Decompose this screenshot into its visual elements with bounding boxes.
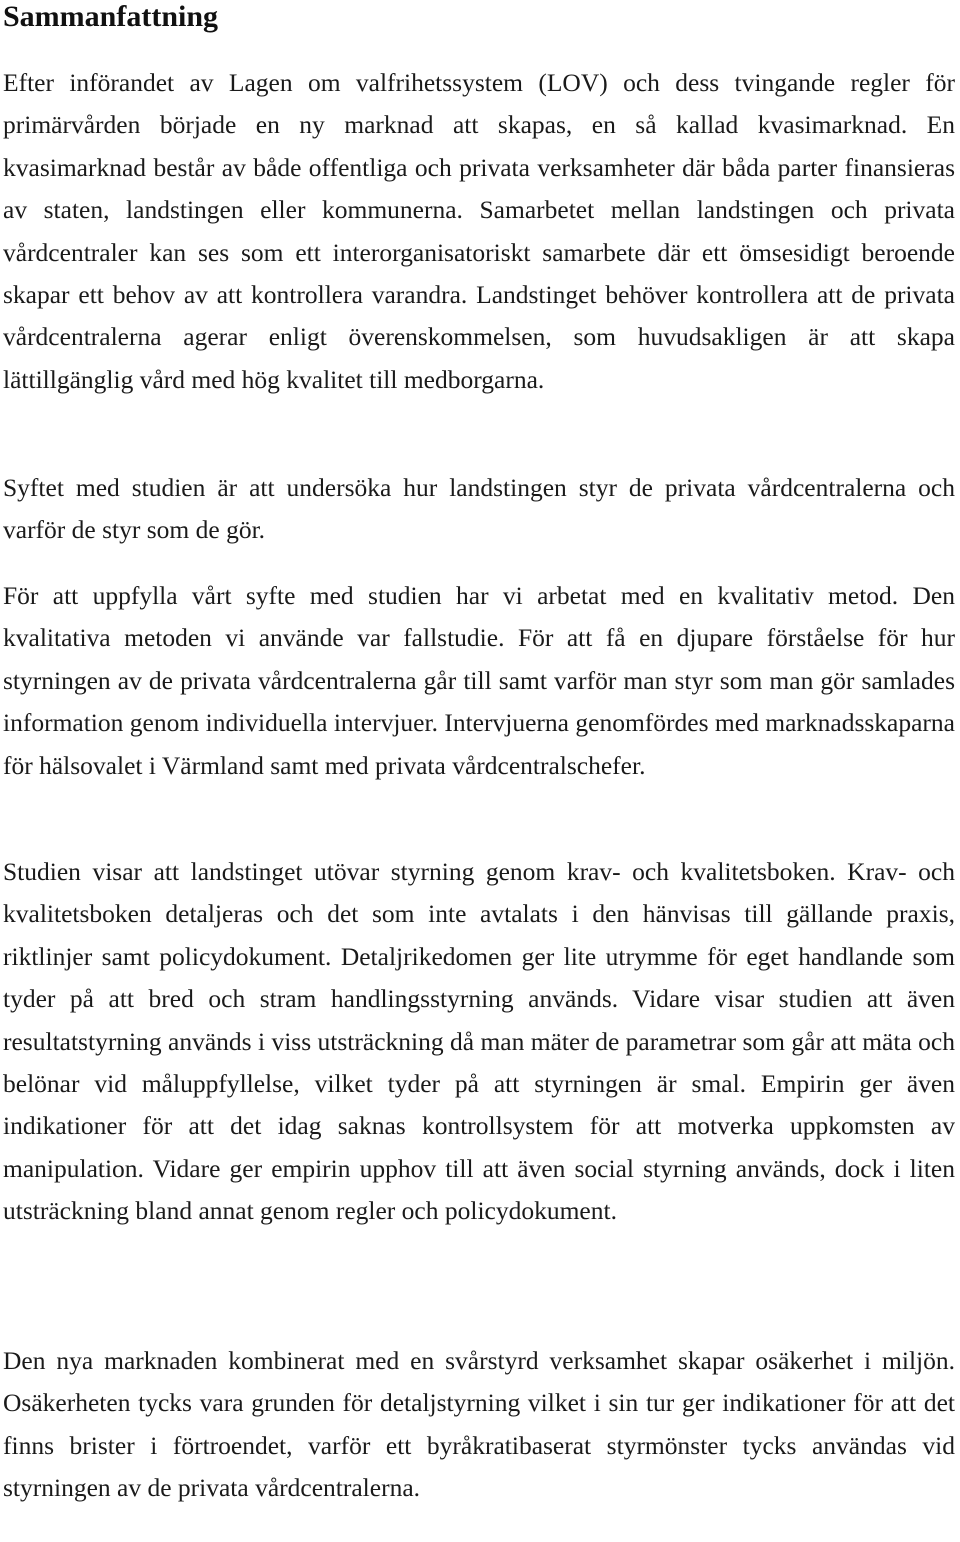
paragraph-results: Studien visar att landstinget utövar styrning genom krav- och kvalitetsboken. Krav- och kvalitetsboken detaljeras och det som inte avtalats i den hänvisas till gällande praxis, riktlinjer samt policydokument. Detaljrikedomen ger lite utrymme för eget handlande som tyder på att bred och stram handlingsstyrning används. Vidare visar studien att även resultatstyrning används i viss utsträckning då man mäter de parametrar som går att mäta och belönar vid måluppfyllelse, vilket tyder på att styrningen är smal. Empirin ger även indikationer för att det idag saknas kontrollsystem för att motverka uppkomsten av manipulation. Vidare ger empirin upphov till att även social styrning används, dock i liten utsträckning bland annat genom regler och policydokument.	[3, 857, 955, 1226]
paragraph-method: För att uppfylla vårt syfte med studien har vi arbetat med en kvalitativ metod. Den kvalitativa metoden vi använde var fallstudie. För att få en djupare förståelse för hur styrningen av de privata vårdcentralerna går till samt varför man styr som man gör samlades information genom individuella intervjuer. Intervjuerna genomfördes med marknadsskaparna för hälsovalet i Värmland samt med privata vårdcentralschefer.	[3, 581, 955, 780]
section-heading: Sammanfattning	[3, 0, 219, 33]
paragraph-conclusion: Den nya marknaden kombinerat med en svårstyrd verksamhet skapar osäkerhet i miljön. Osäkerheten tycks vara grunden för detaljstyrning vilket i sin tur ger indikationer för att det finns brister i förtroendet, varför ett byråkratibaserat styrmönster tycks användas vid styrningen av de privata vårdcentralerna.	[3, 1346, 955, 1503]
paragraph-purpose: Syftet med studien är att undersöka hur landstingen styr de privata vårdcentralerna och varför de styr som de gör.	[3, 473, 955, 545]
paragraph-introduction: Efter införandet av Lagen om valfrihetssystem (LOV) och dess tvingande regler för primärvården började en ny marknad att skapas, en så kallad kvasimarknad. En kvasimarknad består av både offentliga och privata verksamheter där båda parter finansieras av staten, landstingen eller kommunerna. Samarbetet mellan landstingen och privata vårdcentraler kan ses som ett interorganisatoriskt samarbete där ett ömsesidigt beroende skapar ett behov av att kontrollera varandra. Landstinget behöver kontrollera att de privata vårdcentralerna agerar enligt överenskommelsen, som huvudsakligen är att skapa lättillgänglig vård med hög kvalitet till medborgarna.	[3, 68, 955, 394]
document-page	[3, 0, 955, 1503]
